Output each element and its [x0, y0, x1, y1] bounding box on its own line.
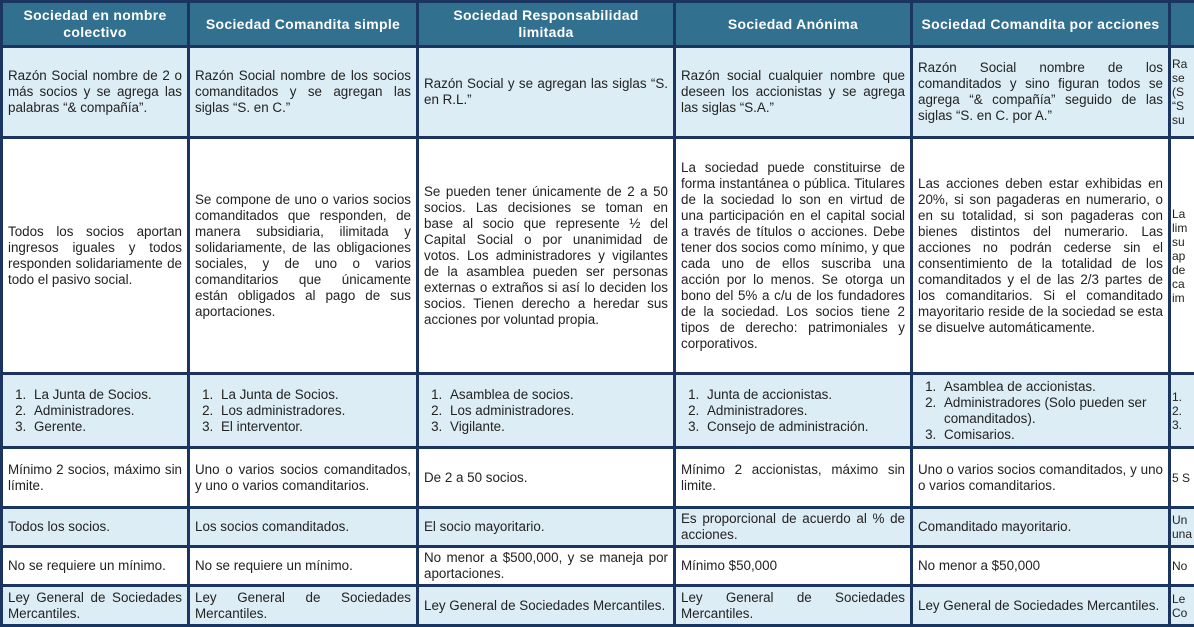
header-extra [1170, 2, 1194, 47]
list-item [1172, 390, 1193, 404]
table-cell: Se compone de uno o varios socios comanditados que responden, de manera subsidiaria, ilimitada y solidariamente, de las obligaciones sociales, y de uno o varios comanditarios que únicamente están obligados al pago de sus aportaciones. [189, 138, 418, 374]
header-nombre-colectivo: Sociedad en nombre colectivo [2, 2, 189, 47]
list-item: 2. Administradores (Solo pueden ser comanditados). [940, 395, 1163, 427]
table-cell: Todos los socios. [2, 508, 189, 547]
organ-list [424, 387, 668, 435]
table-cell [189, 374, 418, 448]
table-cell: Razón Social y se agregan las siglas “S. en R.L.” [418, 47, 675, 138]
header-sociedad-anonima: Sociedad Anónima [675, 2, 912, 47]
table-cell [675, 374, 912, 448]
table-cell [912, 374, 1170, 448]
header-comandita-acciones: Sociedad Comandita por acciones [912, 2, 1170, 47]
header-comandita-simple: Sociedad Comandita simple [189, 2, 418, 47]
table-cell: Razón social cualquier nombre que deseen los accionistas y se agrega las siglas “S.A.” [675, 47, 912, 138]
organ-list [8, 387, 182, 435]
list-item: 2. Administradores. [30, 403, 182, 419]
table-cell: Mínimo $50,000 [675, 547, 912, 586]
table-cell: No [1170, 547, 1194, 586]
table-cell: Es proporcional de acuerdo al % de acciones. [675, 508, 912, 547]
row-legislacion [2, 586, 1194, 626]
row-socios [2, 448, 1194, 508]
organ-list [681, 387, 905, 435]
table-cell: Ley General de Sociedades Mercantiles. [912, 586, 1170, 626]
list-item: 2. Los administradores. [446, 403, 668, 419]
table-cell: Se pueden tener únicamente de 2 a 50 socios. Las decisiones se toman en base al socio que represente ½ del Capital Social o por unanimidad de votos. Los administradores y vigilantes de la asamblea pueden ser personas externas o extraños si así lo deciden los socios. Tienen derecho a heredar sus acciones por voluntad propia. [418, 138, 675, 374]
table-cell: Ley General de Sociedades Mercantiles. [2, 586, 189, 626]
table-cell: Razón Social nombre de los socios comanditados y se agregan las siglas “S. en C.” [189, 47, 418, 138]
list-item: 3. El interventor. [217, 419, 411, 435]
table-cell: 5 S [1170, 448, 1194, 508]
table-cell: Ley General de Sociedades Mercantiles. [418, 586, 675, 626]
table-cell: No se requiere un mínimo. [189, 547, 418, 586]
list-item: 1. Junta de accionistas. [703, 387, 905, 403]
table-cell: Los socios comanditados. [189, 508, 418, 547]
list-item [1172, 404, 1193, 418]
list-item: 1. Asamblea de socios. [446, 387, 668, 403]
table-cell: Ley General de Sociedades Mercantiles. [189, 586, 418, 626]
list-item: 2. Los administradores. [217, 403, 411, 419]
table-cell: No se requiere un mínimo. [2, 547, 189, 586]
table-cell: La sociedad puede constituirse de forma instantánea o pública. Titulares de la sociedad lo son en virtud de una participación en el capital social a través de títulos o acciones. Debe tener dos socios como mínimo, y que cada uno de ellos suscriba una acción por lo menos. Se otorga un bono del 5% a c/u de los fundadores de la sociedad. Los socios tiene 2 tipos de derecho: patrimoniales y corporativos. [675, 138, 912, 374]
list-item: 3. Vigilante. [446, 419, 668, 435]
table-cell: Ra se (S “S su [1170, 47, 1194, 138]
table-cell: De 2 a 50 socios. [418, 448, 675, 508]
row-capital-minimo [2, 547, 1194, 586]
list-item: 1. La Junta de Socios. [30, 387, 182, 403]
table-cell: Mínimo 2 accionistas, máximo sin limite. [675, 448, 912, 508]
list-item [1172, 418, 1193, 432]
table-cell: Las acciones deben estar exhibidas en 20%, si son pagaderas en numerario, o en su totalidad, si son pagaderas con bienes distintos del numerario. Las acciones no podrán cederse sin el consentimiento de la totalidad de los comanditados y el de las 2/3 partes de los comanditarios. Si el comanditado mayoritario reside de la sociedad se esta se disuelve automáticamente. [912, 138, 1170, 374]
header-row [2, 2, 1194, 47]
table-cell: Un una [1170, 508, 1194, 547]
table-cell: El socio mayoritario. [418, 508, 675, 547]
table-cell: Razón Social nombre de 2 o más socios y se agrega las palabras “& compañía”. [2, 47, 189, 138]
table-cell: Todos los socios aportan ingresos iguales y todos responden solidariamente de todo el pasivo social. [2, 138, 189, 374]
table-cell: Comanditado mayoritario. [912, 508, 1170, 547]
table-cell: Uno o varios socios comanditados, y uno o varios comanditarios. [189, 448, 418, 508]
table-cell [418, 374, 675, 448]
row-administracion [2, 508, 1194, 547]
table-cell [2, 374, 189, 448]
organ-list [918, 379, 1163, 443]
organ-list [195, 387, 411, 435]
organ-list [1172, 390, 1193, 432]
table-cell: Ley General de Sociedades Mercantiles. [675, 586, 912, 626]
row-caracteristicas [2, 138, 1194, 374]
table-cell: La lim su ap de ca im [1170, 138, 1194, 374]
row-organos [2, 374, 1194, 448]
list-item: 1. La Junta de Socios. [217, 387, 411, 403]
table-cell [1170, 374, 1194, 448]
list-item: 2. Administradores. [703, 403, 905, 419]
table-cell: Mínimo 2 socios, máximo sin límite. [2, 448, 189, 508]
table-cell: No menor a $50,000 [912, 547, 1170, 586]
list-item: 3. Comisarios. [940, 427, 1163, 443]
row-razon-social [2, 47, 1194, 138]
table-cell: Le Co [1170, 586, 1194, 626]
table-cell: Razón Social nombre de los comanditados y sino figuran todos se agrega “& compañía” seguido de las siglas “S. en C. por A.” [912, 47, 1170, 138]
list-item: 3. Consejo de administración. [703, 419, 905, 435]
table-cell: No menor a $500,000, y se maneja por aportaciones. [418, 547, 675, 586]
list-item: 1. Asamblea de accionistas. [940, 379, 1163, 395]
table-cell: Uno o varios socios comanditados, y uno o varios comanditarios. [912, 448, 1170, 508]
header-responsabilidad-limitada: Sociedad Responsabilidad limitada [418, 2, 675, 47]
list-item: 3. Gerente. [30, 419, 182, 435]
